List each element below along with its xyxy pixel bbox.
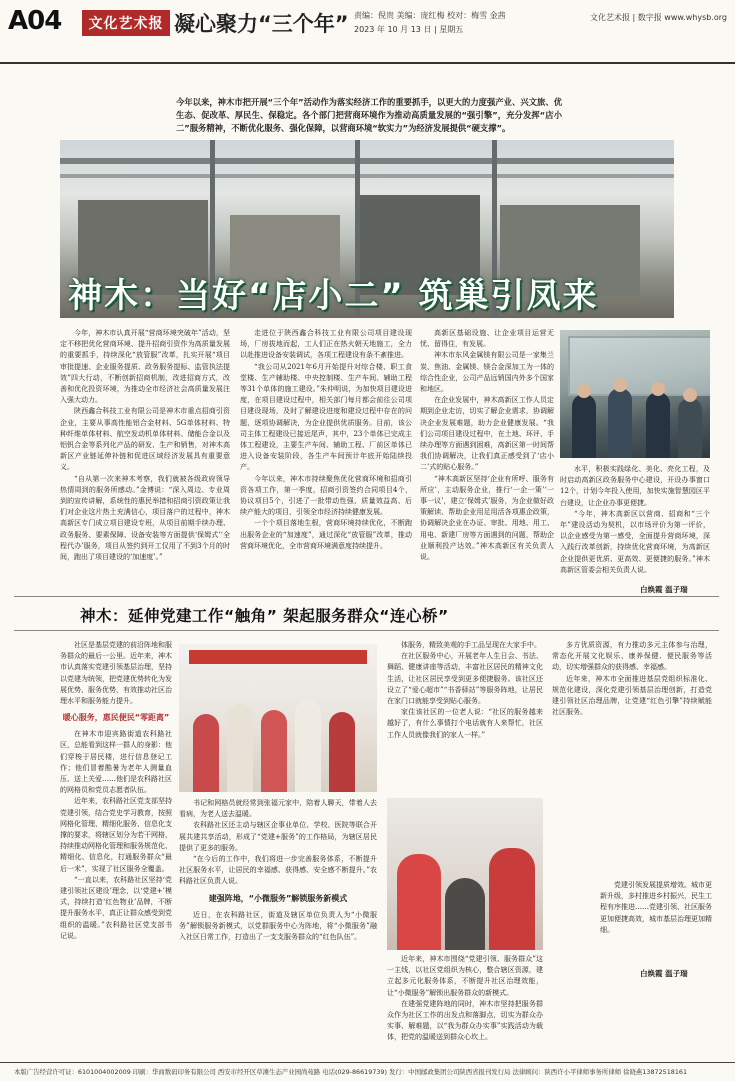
article2-byline: 白焕霞 温子瑞 (640, 969, 688, 978)
paragraph: “神木高新区坚持‘企业有所呼、服务有所应’，主动服务企业，推行‘一企一策’‘一事一议’，建立‘保姆式’服务，为企业做好政策解读、帮助企业用足用活各项惠企政策，协调解决企业在办证、审批、用地、用工、用电、新建厂房等方面遇到的问题，帮助企业顺利投产达效。”神木高新区有关负责人说。 (420, 474, 554, 562)
page-number: A04 (8, 6, 62, 36)
paragraph: 神木市东风金属镁有限公司是一家集兰炭、焦油、金属镁、镁合金深加工为一体的综合性企业，公司产品远销国内外多个国家和地区。 (420, 351, 554, 394)
paragraph: “在今后的工作中，我们将进一步完善服务体系，不断提升社区服务水平，让居民的幸福感、获得感、安全感不断提升。”农科路社区负责人说。 (179, 855, 377, 886)
newspaper-logo: 文化艺术报 (82, 10, 170, 36)
paragraph: 近年来，神木市围绕“党建引领、服务群众”这一主线，以社区党组织为核心，整合辖区资源，建立起多元化服务体系，不断提升社区治理效能，让“小微服务”解锁出服务群众的新模式。 (387, 955, 543, 997)
divider (14, 630, 719, 631)
footer-info: 本版广告经营许可证：6101004002009 印刷：华商数码印务有限公司 西安市经开区草滩生态产业园尚苑路 电话(029-86619739) 发行：中国邮政集团公司陕西省报刊发行局 法律顾问：陕西许小平律师事务所律师 徐晓燕13872518161 (0, 1062, 735, 1081)
article2-column-3b (387, 954, 543, 1060)
paragraph: 一个个项目落地生根，营商环境持续优化，不断跑出服务企业的“加速度”，通过深化“放管服”改革，推动营商环境优化，全市营商环境满意度持续提升。 (240, 519, 412, 550)
photo-workers-inspection (560, 330, 710, 458)
paragraph: “今年，神木高新区以营商、招商和“三个年”建设活动为契机，以市场评价为第一评价，以企业感受为第一感受，全面提升营商环境，深入践行改革创新，持续优化营商环境，为高新区企业提供更优质、更高效、更便捷的服务。”神木高新区管委会相关负责人说。 (560, 509, 710, 574)
paragraph: 在建强党建阵地的同时，神木市坚持把服务群众作为社区工作的出发点和落脚点，切实为群众办实事、解难题，以“我为群众办实事”实践活动为载体，把党的温暖送到群众心坎上。 (387, 999, 543, 1042)
article2-column-4b (600, 880, 712, 966)
paragraph: 书记和网格员就经常到张福元家中，陪着人聊天，带着人去看病，为老人送去温暖。 (179, 799, 377, 819)
article1-byline: 白焕霞 温子瑞 (640, 585, 688, 594)
article2-headline: 神木：延伸党建工作“触角” 架起服务群众“连心桥” (80, 607, 449, 625)
paragraph: 农科路社区还主动与辖区企事业单位、学校、医院等联合开展共建共享活动，形成了“党建+服务”的工作格局，为辖区居民提供了更多的服务。 (179, 821, 377, 852)
paragraph: 体服务，精致美观的手工品呈现在大家手中。 (401, 641, 541, 649)
paragraph: 在神木市迎宾路街道农科路社区，总能看到这样一群人的身影：他们穿梭于居民楼，进行信息登记工作；他们冒着酷暑为老年人测量血压、送上关爱……他们是农科路社区的网格员和党员志愿者队伍。 (60, 730, 172, 795)
paragraph: 党建引领发展提质增效。城市更新升级，多村推进乡村振兴，民生工程有序推进……党建引领、社区服务更加便捷高效，城市基层治理更加精细。 (600, 881, 712, 934)
paragraph: 家住该社区的一位老人说：“社区的服务越来越好了，有什么事情打个电话就有人来帮忙，社区工作人员就像我们的家人一样。” (387, 708, 543, 739)
paragraph: 在企业发展中，神木高新区工作人员定期到企业走访，切实了解企业需求，协调解决企业发展难题，助力企业健康发展。“我们公司项目建设过程中，在土地、环评、手续办理等方面遇到困难，高新区第一时间帮我们协调解决，让我们真正感受到了‘店小二’式的贴心服务。” (420, 396, 554, 472)
paragraph: “自从第一次来神木考察，我们就被各级政府领导热情周到的服务所感动。”金博说：“深入周边、专业周到的宣传讲解，系统性的惠民举措和招商引资政策让我们对企业这片热土充满信心，项目落户的过程中，神木高新区专门成立项目建设专班，从项目前期手续办理、政务服务、要素保障、设备安装等方面提供‘保姆式’‘全程代办’服务，项目从签约到开工仅用了不到3个月的时间，跑出了项目建设的‘加速度’。” (60, 474, 230, 562)
article2-column-4 (552, 640, 712, 880)
paragraph: “一直以来，农科路社区坚持‘党建引领社区建设’理念，以‘党建+’模式，持续打造‘红色物业’品牌，不断提升服务水平，真正让群众感受到党组织的温暖。”农科路社区党支部书记说。 (60, 875, 172, 940)
section-title: 凝心聚力“三个年” (174, 12, 349, 36)
article1-column-2 (240, 328, 412, 596)
paragraph: 近日，在农科路社区，街道及辖区单位负责人为“小微服务”解锁服务新模式，以党群服务中心为阵地，将“小微服务”融入社区日常工作，打造出了一支支服务群众的“红色队伍”。 (179, 910, 377, 942)
divider (14, 596, 719, 597)
intro-paragraph: 今年以来，神木市把开展“三个年”活动作为落实经济工作的重要抓手，以更大的力度强产业、兴文旅、优生态、促改革、厚民生、保稳定。各个部门把营商环境作为推动高质量发展的“强引擎”，充分发挥“店小二”服务精神，不断优化服务、强化保障，以营商环境“软实力”为经济发展提供“硬支撑”。 (176, 97, 562, 133)
article2-lead: 社区是基层党建的前沿阵地和服务群众的最后一公里。近年来，神木市认真落实党建引领基层治理，坚持以党建为统领，把党建优势转化为发展优势、服务优势，有效推动社区治理水平和服务能力提升。 (60, 641, 172, 706)
paragraph: 多方优质资源，有力推动多元主体参与治理，常态化开展文化娱乐、康养保健、便民服务等活动，切实增强群众的获得感、幸福感。 (552, 641, 712, 672)
article2-column-2 (179, 798, 377, 1060)
paragraph: 水平，积极实践绿化、美化、亮化工程，及时启动高新区政务服务中心建设，开设办事窗口12个，计划今年投入使用，加快实施智慧园区平台建设，让企业办事更便捷。 (560, 465, 710, 507)
masthead (0, 0, 735, 64)
article1-column-3 (420, 328, 554, 596)
paragraph: “我公司从2021年6月开始提升对综合楼、职工食堂楼、生产辅助楼、中央控制楼、生产车间、辅助工程等31个单体的施工建设。”朱仲明说，为加快项目建设进度，在项目建设过程中，相关部门每月都会前往公司项目建设现场，及时了解建设进度和建设过程中存在的问题，逐项协调解决，为企业提供优质服务。目前，该公司主体工程建设已接近尾声，其中，23个单体已完成主体工程建设，主要生产车间、辅助工程、厂前区单体已进入设备安装阶段，各生产车间预计年底开始陆续投产。 (240, 362, 412, 472)
paragraph: 高新区基础设施、让企业项目运营无忧、留得住，有发展。 (420, 329, 554, 349)
article2-subhead-1: 暖心服务，惠民便民“零距离” (62, 713, 170, 723)
paragraph: 近年来，神木市全面推进基层党组织标准化、规范化建设，深化党建引领基层治理创新，打造党建引领社区治理品牌，让党建“红色引擎”持续赋能社区服务。 (552, 674, 712, 717)
paper-info: 文化艺术报 | 数字报 www.whysb.org (589, 13, 727, 22)
article2-column-1 (60, 640, 172, 1060)
article2-column-3 (387, 640, 543, 796)
article1-column-4 (560, 464, 710, 584)
article1-column-1 (60, 328, 230, 596)
article2-subhead-2: 建强阵地，“小微服务”解锁服务新模式 (208, 893, 348, 903)
paragraph: 近年来，农科路社区党支部坚持党建引领，结合党史学习教育，按照网格化管理、精细化服务、信息化支撑的要求，将辖区划分为若干网格，持续推动网格化管理和服务规范化、精细化、信息化，打通服务群众“最后一米”，实现了社区服务全覆盖。 (60, 797, 172, 873)
photo-community-activity (179, 644, 377, 792)
photo-volunteers-elderly (387, 798, 543, 950)
issue-date: 2023 年 10 月 13 日 | 星期五 (354, 25, 464, 34)
paragraph: 今年，神木市认真开展“营商环境突破年”活动，坚定不移把优化营商环境、提升招商引资作为高质量发展的重要抓手，持续深化“放管服”改革，扎实开展“项目审批提速、企业服务提质、政务服务提标、监管执法提效”四大行动，不断创新招商机制，改进招商方式，改善和优化投资环境，为推动全市经济社会高质量发展注入强大动力。 (60, 329, 230, 405)
paragraph: 陕西鑫合科技工业有限公司是神木市重点招商引资企业，主要从事高性能铝合金材料、5G单体材料、特种纤维单体材料、航空发动机单体材料、储能合金以及铝钒合金等系列化产品的研发、生产和销售，对神木高新区产业链延伸补链和促进区域经济发展具有重要意义。 (60, 407, 230, 472)
paragraph: 走进位于陕西鑫合科技工业有限公司项目建设现场，厂房拔地而起，工人们正在热火朝天地施工，全力以赴推进设备安装调试，各项工程建设有条不紊推进。 (240, 329, 412, 360)
paragraph: 在社区服务中心，开展老年人生日会、书法、舞蹈、健康讲座等活动，丰富社区居民的精神文化生活，让社区居民享受到更多便捷服务。该社区还设立了“爱心超市”“书香驿站”等服务阵地，让居民在家门口就能享受到贴心服务。 (387, 652, 543, 706)
editor-credits: 责编：倪贵 美编：庞红梅 校对：梅雪 金茜 (354, 11, 506, 20)
paragraph: 今年以来，神木市持续聚焦优化营商环境和招商引资各项工作，第一季度，招商引资签约合同项目4个，协议项目5个，引进了一批带动性强、质量效益高、后续产能大的项目，引领全市经济持续健康发展。 (240, 474, 412, 517)
hero-headline: 神木：当好“店小二” 筑巢引凤来 (68, 276, 599, 316)
